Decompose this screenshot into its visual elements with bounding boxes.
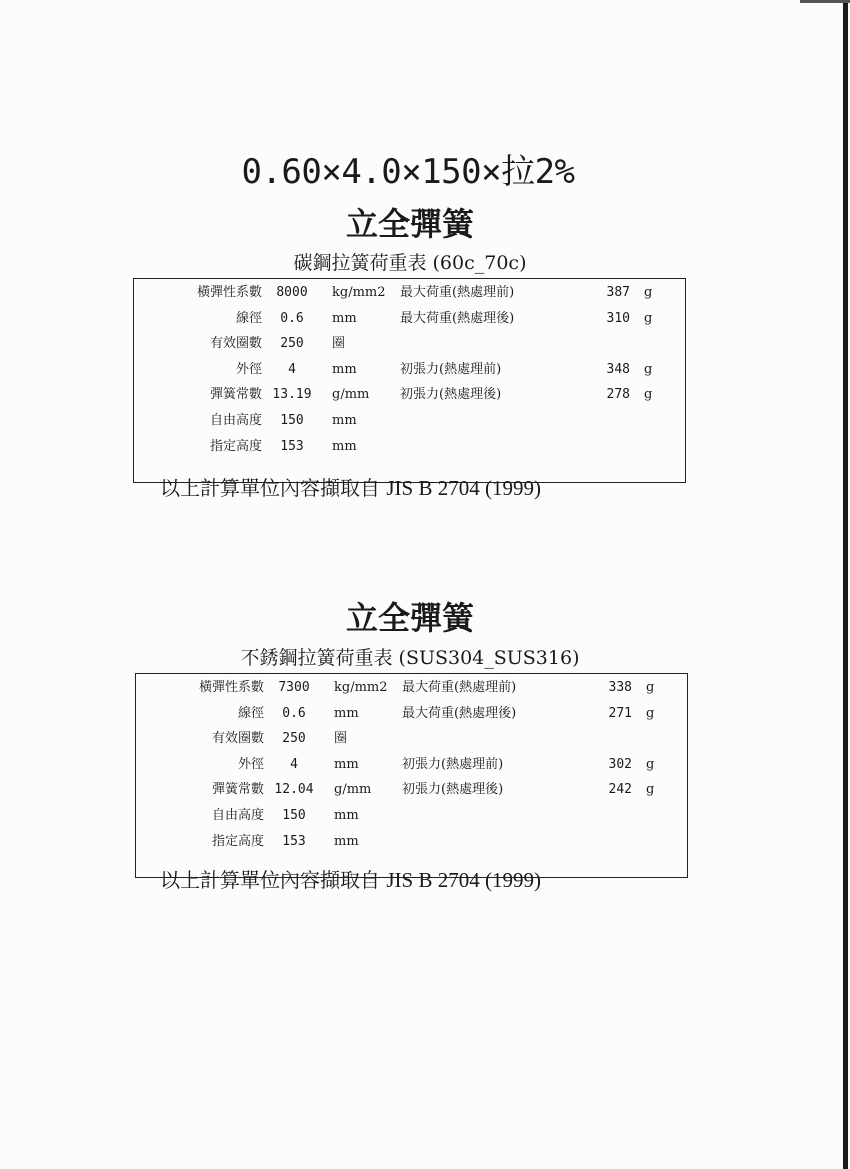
spec-unit: mm	[334, 808, 359, 823]
load-unit: g	[644, 387, 653, 403]
table-subtitle-2: 不銹鋼拉簧荷重表 (SUS304_SUS316)	[240, 647, 580, 669]
spec-label: 彈簧常數	[211, 782, 264, 798]
brand-title-2: 立全彈簧	[345, 599, 474, 637]
load-label: 初張力(熱處理前)	[400, 361, 502, 377]
load-unit: g	[644, 361, 653, 377]
table-subtitle-1: 碳鋼拉簧荷重表 (60c_70c)	[293, 252, 527, 274]
load-unit: g	[644, 285, 653, 300]
load-label: 初張力(熱處理後)	[400, 387, 502, 403]
spec-value: 4	[288, 361, 296, 377]
reference-note-2	[160, 866, 541, 894]
load-value: 271	[608, 705, 632, 721]
spec-label: 線徑	[237, 705, 264, 721]
reference-standard: JIS B 2704 (1999)	[386, 868, 541, 892]
spec-label: 有效圈數	[209, 336, 262, 352]
spec-label: 橫彈性系數	[198, 680, 264, 695]
spec-label: 自由高度	[209, 413, 262, 428]
spec-unit: mm	[334, 756, 359, 772]
load-unit: g	[644, 310, 653, 326]
load-value: 348	[606, 361, 630, 377]
spec-label: 自由高度	[211, 808, 264, 823]
spec-unit: 圈	[332, 336, 346, 352]
reference-label: 以上計算單位內容擷取自	[160, 868, 380, 892]
scan-edge	[843, 0, 848, 1169]
load-unit: g	[646, 782, 655, 798]
spec-unit: kg/mm2	[332, 285, 386, 300]
spec-value: 150	[282, 808, 306, 823]
spec-value: 150	[280, 413, 304, 428]
reference-note-1	[160, 474, 541, 502]
load-label: 最大荷重(熱處理後)	[400, 310, 515, 326]
load-unit: g	[646, 756, 655, 772]
spec-label: 外徑	[237, 756, 264, 772]
load-label: 最大荷重(熱處理前)	[400, 285, 515, 300]
reference-label: 以上計算單位內容擷取自	[160, 476, 380, 500]
load-value: 242	[608, 782, 632, 798]
spec-label: 彈簧常數	[209, 387, 262, 403]
spec-value: 250	[280, 336, 304, 352]
load-value: 387	[606, 285, 630, 300]
spec-label: 有效圈數	[211, 731, 264, 747]
spec-value: 153	[282, 833, 306, 849]
spec-value: 0.6	[280, 310, 304, 326]
load-label: 最大荷重(熱處理後)	[402, 705, 517, 721]
spec-unit: 圈	[334, 731, 348, 747]
spec-label: 線徑	[235, 310, 262, 326]
reference-standard: JIS B 2704 (1999)	[386, 476, 541, 500]
spec-unit: mm	[332, 438, 357, 454]
page-title: 0.60×4.0×150×拉2%	[241, 152, 575, 192]
spec-unit: g/mm	[334, 782, 372, 798]
spec-value: 8000	[276, 285, 308, 300]
spec-value: 7300	[278, 680, 310, 695]
spec-unit: kg/mm2	[334, 680, 388, 695]
brand-title-1: 立全彈簧	[345, 205, 474, 243]
spec-label: 橫彈性系數	[196, 285, 262, 300]
load-label: 最大荷重(熱處理前)	[402, 680, 517, 695]
load-label: 初張力(熱處理前)	[402, 756, 504, 772]
spec-value: 13.19	[272, 387, 312, 403]
load-label: 初張力(熱處理後)	[402, 782, 504, 798]
spec-label: 指定高度	[211, 833, 264, 849]
load-value: 278	[606, 387, 630, 403]
load-unit: g	[646, 680, 655, 695]
scan-edge-top	[800, 0, 850, 3]
spec-label: 指定高度	[209, 438, 262, 454]
spec-value: 250	[282, 731, 306, 747]
spec-value: 4	[290, 756, 298, 772]
spec-label: 外徑	[235, 361, 262, 377]
spec-unit: mm	[332, 361, 357, 377]
spec-table-2	[135, 673, 688, 878]
spec-unit: mm	[332, 413, 357, 428]
spec-unit: mm	[334, 705, 359, 721]
spec-unit: g/mm	[332, 387, 370, 403]
load-unit: g	[646, 705, 655, 721]
spec-value: 0.6	[282, 705, 306, 721]
spec-unit: mm	[334, 833, 359, 849]
spec-value: 12.04	[274, 782, 314, 798]
load-value: 302	[608, 756, 632, 772]
load-value: 338	[608, 680, 632, 695]
spec-value: 153	[280, 438, 304, 454]
load-value: 310	[606, 310, 630, 326]
spec-table-1	[133, 278, 686, 483]
spec-unit: mm	[332, 310, 357, 326]
